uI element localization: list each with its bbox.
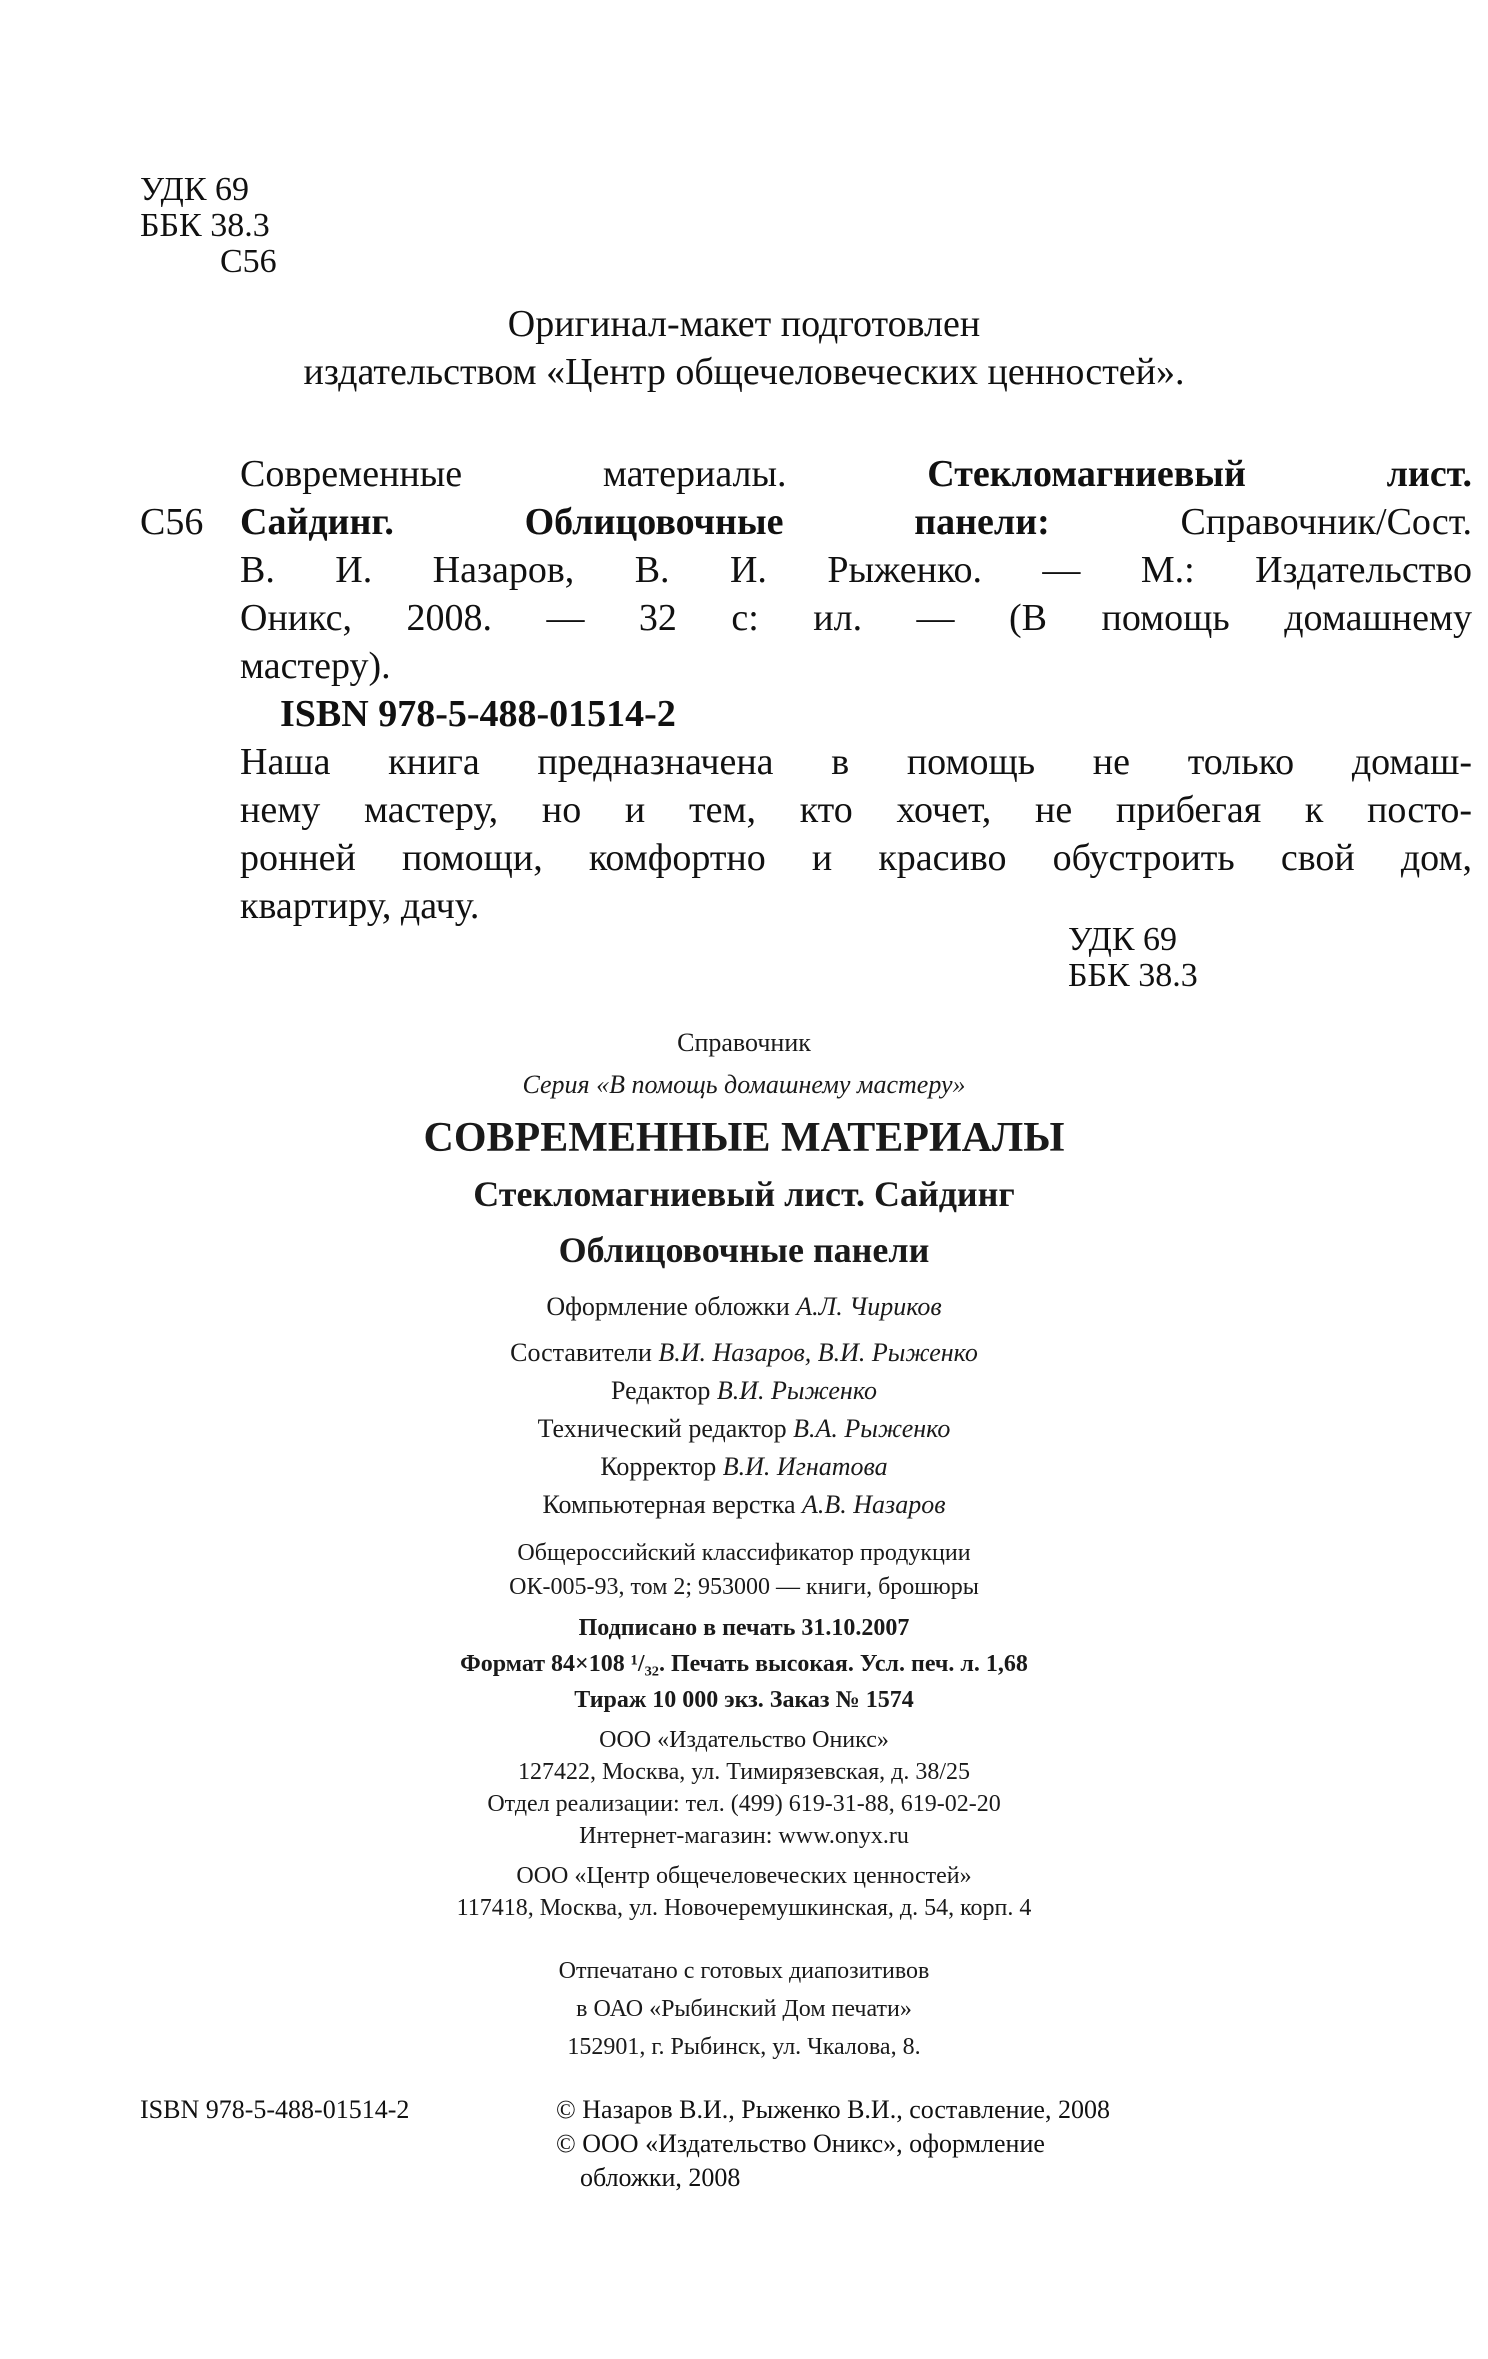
prepared-by [0,300,1488,396]
book-type: Справочник [677,1028,811,1057]
title-bold-1: Стекломагниевый лист. [927,453,1472,495]
format-line: Формат 84×108 ¹/₃₂. Печать высокая. Усл. печ. л. 1,68 [460,1651,1028,1677]
prepared-line-1: Оригинал-макет подготовлен [507,303,981,345]
udk-code: УДК 69 [140,171,250,208]
biblio-line-1 [140,450,1472,498]
biblio-line-3: В. И. Назаров, В. И. Рыженко. — М.: Издательство [240,549,1472,591]
abstract-line: ронней помощи, комфортно и красиво обустроить свой дом, [240,837,1472,879]
author-sign: С56 [220,243,277,280]
printer-line-2: в ОАО «Рыбинский Дом печати» [576,1996,912,2022]
biblio-code: С56 [140,501,204,543]
copyright-lines [556,2093,1110,2195]
printer-line-3: 152901, г. Рыбинск, ул. Чкалова, 8. [567,2034,921,2060]
okp-line-2: ОК-005-93, том 2; 953000 — книги, брошюры [509,1574,979,1600]
printer-block [0,1952,1488,2066]
credit-layout: Компьютерная верстка А.В. Назаров [542,1490,946,1519]
printer-line-1: Отпечатано с готовых диапозитивов [558,1958,930,1984]
okp-block [0,1536,1488,1604]
publisher-name: ООО «Издательство Оникс» [599,1727,889,1753]
book-subtitle-2: Облицовочные панели [558,1230,930,1270]
book-title: СОВРЕМЕННЫЕ МАТЕРИАЛЫ [423,1115,1065,1161]
title-bold-2: Сайдинг. Облицовочные панели: [240,501,1050,543]
center-block [0,1860,1488,1924]
prepared-line-2: издательством «Центр общечеловеческих ценностей». [303,351,1185,393]
copyright-line-2: © ООО «Издательство Оникс», оформление [556,2129,1045,2158]
abstract [240,738,1472,930]
run-line: Тираж 10 000 экз. Заказ № 1574 [574,1687,914,1713]
credit-editor: Редактор В.И. Рыженко [610,1376,877,1405]
udk-code-right: УДК 69 [1068,921,1178,958]
publisher-address: 127422, Москва, ул. Тимирязевская, д. 38/25 [517,1759,971,1785]
bbk-code: ББК 38.3 [140,207,270,244]
credit-compilers: Составители В.И. Назаров, В.И. Рыженко [510,1338,978,1367]
bbk-code-right: ББК 38.3 [1068,957,1198,994]
title-plain: Современные материалы. [240,453,787,495]
footer-isbn: ISBN 978-5-488-01514-2 [140,2095,410,2124]
center-name: ООО «Центр общечеловеческих ценностей» [516,1863,972,1889]
udk-block-right [1068,922,1198,994]
print-specs [0,1610,1488,1718]
copyright-line-3: обложки, 2008 [580,2163,741,2192]
biblio-line-4: Оникс, 2008. — 32 с: ил. — (В помощь домашнему [240,597,1472,639]
copyright-line-1: © Назаров В.И., Рыженко В.И., составление, 2008 [556,2095,1110,2124]
biblio-line-5: мастеру). [240,645,391,687]
signed-date: Подписано в печать 31.10.2007 [578,1615,910,1641]
abstract-line: нему мастеру, но и тем, кто хочет, не прибегая к посто- [240,789,1472,831]
series: Серия «В помощь домашнему мастеру» [522,1070,966,1099]
abstract-line: квартиру, дачу. [240,885,480,927]
abstract-line: Наша книга предназначена в помощь не только домаш- [240,741,1472,783]
biblio-rest-1: Справочник/Сост. [1180,501,1472,543]
publisher-web: Интернет-магазин: www.onyx.ru [579,1823,909,1849]
center-address: 117418, Москва, ул. Новочеремушкинская, д. 54, корп. 4 [456,1895,1032,1921]
credit-corrector: Корректор В.И. Игнатова [600,1452,888,1481]
biblio-line-2 [140,498,1472,546]
bibliographic-record [140,450,1472,930]
credit-tech-editor: Технический редактор В.А. Рыженко [537,1414,951,1443]
imprint-block [0,1024,1488,2066]
udk-block-top [140,172,277,280]
credit-cover: Оформление обложки А.Л. Чириков [546,1292,942,1321]
publisher-sales: Отдел реализации: тел. (499) 619-31-88, 619-02-20 [487,1791,1001,1817]
book-subtitle-1: Стекломагниевый лист. Сайдинг [473,1174,1015,1214]
okp-line-1: Общероссийский классификатор продукции [517,1540,971,1566]
isbn: ISBN 978-5-488-01514-2 [280,693,676,735]
publisher-block [0,1724,1488,1852]
